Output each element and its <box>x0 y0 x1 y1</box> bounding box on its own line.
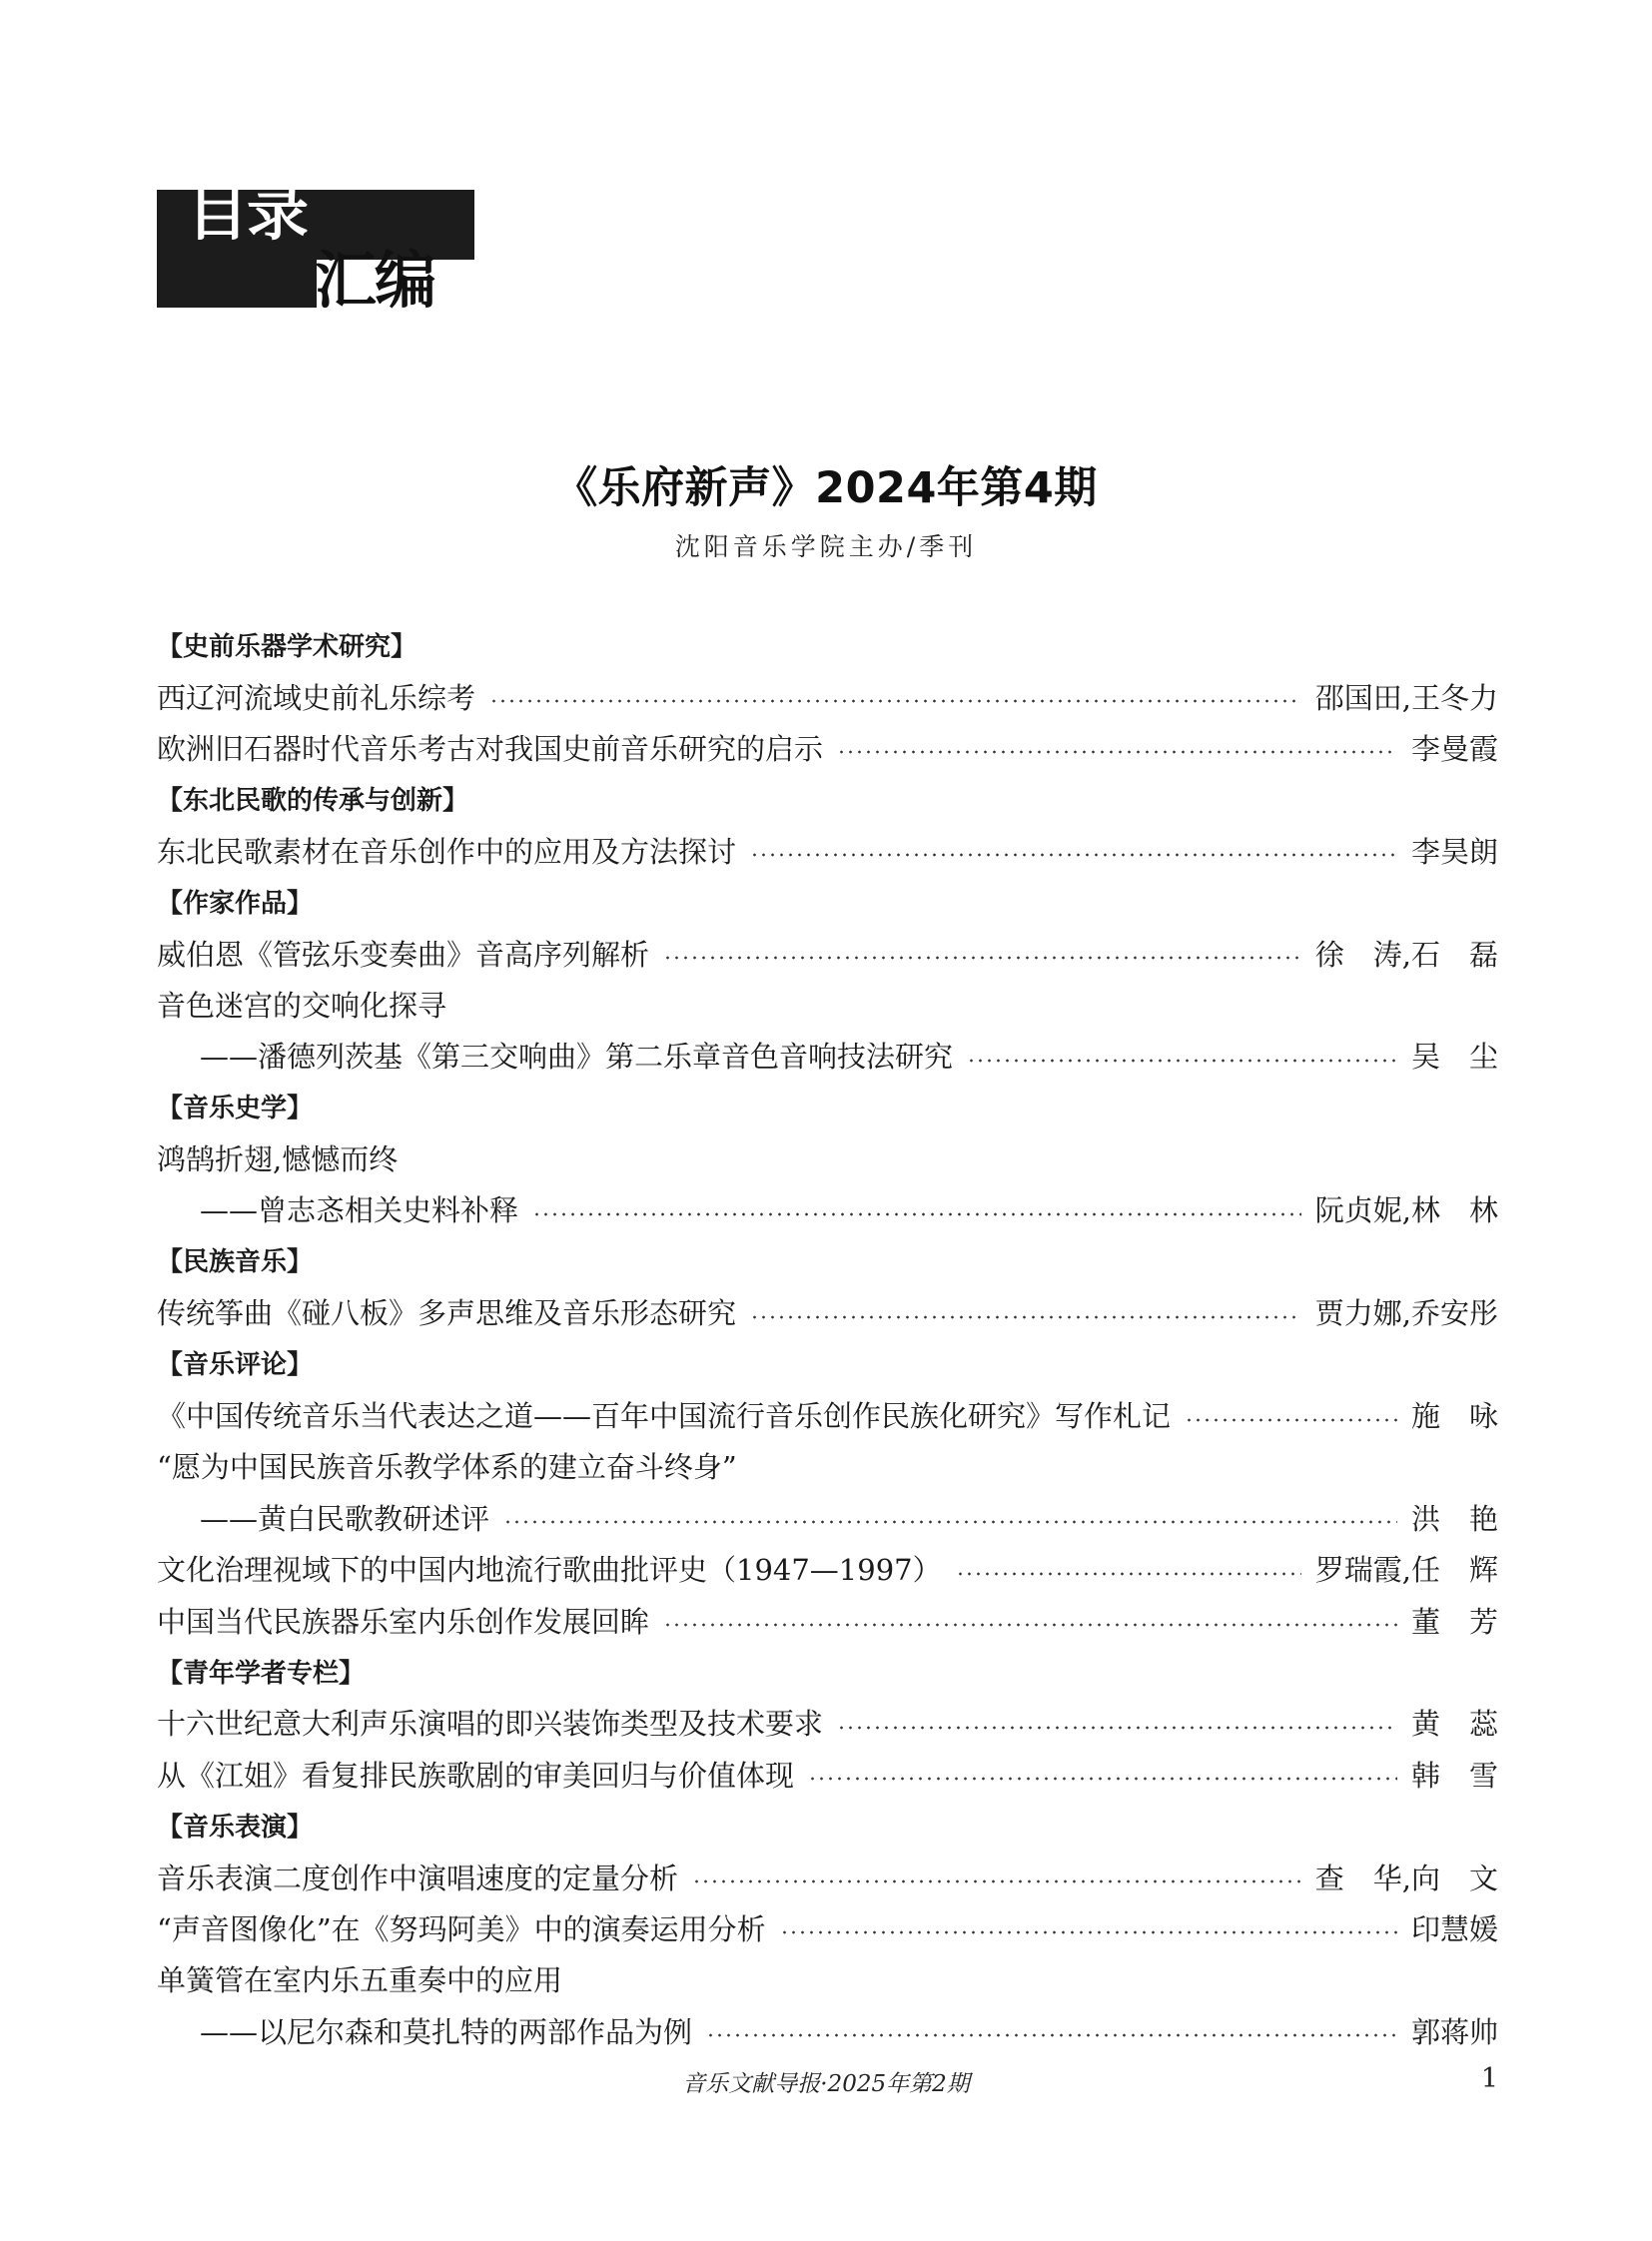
entry-author: 施 咏 <box>1410 1399 1498 1434</box>
entry-title: 十六世纪意大利声乐演唱的即兴装饰类型及技术要求 <box>157 1707 824 1742</box>
dot-leader <box>663 956 1301 960</box>
entry-subtitle: ——黄白民歌教研述评 <box>200 1501 490 1536</box>
entry-author: 黄 蕊 <box>1410 1707 1498 1742</box>
toc-entry[interactable] <box>157 1904 1498 1955</box>
table-of-contents <box>157 621 1498 2058</box>
footer-journal: 音乐文献导报·2025年第2期 <box>682 2071 970 2097</box>
dot-leader <box>837 1726 1397 1730</box>
toc-entry[interactable] <box>157 1288 1498 1339</box>
section-heading: 【音乐史学】 <box>157 1094 314 1124</box>
dot-leader <box>532 1212 1301 1216</box>
stamp-bar-bottom <box>157 260 317 308</box>
entry-title: 单簧管在室内乐五重奏中的应用 <box>157 1963 563 1998</box>
dot-leader <box>1185 1418 1397 1422</box>
entry-author: 郭蒋帅 <box>1410 2014 1498 2049</box>
entry-title: 音乐表演二度创作中演唱速度的定量分析 <box>157 1861 679 1895</box>
entry-author: 韩 雪 <box>1410 1758 1498 1793</box>
issue-subtitle: 沈阳音乐学院主办/季刊 <box>674 532 978 561</box>
toc-entry[interactable] <box>157 1751 1498 1802</box>
entry-author: 李曼霞 <box>1410 731 1498 766</box>
toc-entry-title-line[interactable] <box>157 981 1498 1032</box>
section-heading: 【作家作品】 <box>157 888 314 919</box>
dot-leader <box>837 750 1397 754</box>
entry-subtitle: ——以尼尔森和莫扎特的两部作品为例 <box>200 2014 693 2049</box>
dot-leader <box>967 1059 1397 1063</box>
section-heading: 【音乐评论】 <box>157 1350 314 1381</box>
dot-leader <box>706 2033 1397 2037</box>
toc-entry[interactable] <box>157 672 1498 723</box>
section-heading: 【民族音乐】 <box>157 1247 314 1278</box>
dot-leader <box>489 699 1301 703</box>
entry-title: 威伯恩《管弦乐变奏曲》音高序列解析 <box>157 937 650 972</box>
dot-leader <box>780 1930 1397 1934</box>
entry-author: 徐 涛,石 磊 <box>1314 937 1498 972</box>
entry-subtitle: ——潘德列茨基《第三交响曲》第二乐章音色音响技法研究 <box>200 1040 954 1075</box>
entry-author: 印慧媛 <box>1410 1911 1498 1946</box>
entry-title: 《中国传统音乐当代表达之道——百年中国流行音乐创作民族化研究》写作札记 <box>157 1399 1172 1434</box>
section-heading: 【史前乐器学术研究】 <box>157 631 417 662</box>
toc-entry[interactable] <box>157 1032 1498 1083</box>
section-heading: 【东北民歌的传承与创新】 <box>157 785 469 816</box>
section-heading: 【青年学者专栏】 <box>157 1658 366 1689</box>
toc-entry[interactable] <box>157 1699 1498 1750</box>
toc-entry[interactable] <box>157 929 1498 980</box>
toc-entry[interactable] <box>157 1185 1498 1236</box>
entry-title: “愿为中国民族音乐教学体系的建立奋斗终身” <box>157 1450 737 1485</box>
toc-entry[interactable] <box>157 2007 1498 2058</box>
entry-author: 董 芳 <box>1410 1604 1498 1639</box>
entry-title: 东北民歌素材在音乐创作中的应用及方法探讨 <box>157 834 737 869</box>
toc-entry[interactable] <box>157 724 1498 775</box>
entry-author: 查 华,向 文 <box>1314 1861 1498 1895</box>
entry-title: 音色迷宫的交响化探寻 <box>157 988 447 1023</box>
entry-author: 邵国田,王冬力 <box>1314 680 1498 715</box>
dot-leader <box>503 1520 1397 1524</box>
toc-entry-title-line[interactable] <box>157 1134 1498 1185</box>
toc-entry[interactable] <box>157 827 1498 878</box>
toc-entry[interactable] <box>157 1391 1498 1442</box>
stamp-word-2: 汇编 <box>315 244 435 317</box>
dot-leader <box>750 853 1397 857</box>
entry-author: 罗瑞霞,任 辉 <box>1314 1553 1498 1588</box>
issue-title: 《乐府新声》2024年第4期 <box>554 463 1098 513</box>
stamp-word-1: 目录 <box>187 176 308 249</box>
entry-title: “声音图像化”在《努玛阿美》中的演奏运用分析 <box>157 1911 766 1946</box>
toc-entry[interactable] <box>157 1596 1498 1647</box>
entry-title: 鸿鹄折翅,憾憾而终 <box>157 1142 399 1177</box>
section-heading: 【音乐表演】 <box>157 1812 314 1843</box>
toc-entry-title-line[interactable] <box>157 1442 1498 1493</box>
entry-author: 洪 艳 <box>1410 1501 1498 1536</box>
entry-author: 吴 尘 <box>1410 1040 1498 1075</box>
toc-entry[interactable] <box>157 1545 1498 1596</box>
entry-author: 阮贞妮,林 林 <box>1314 1193 1498 1228</box>
dot-leader <box>750 1315 1301 1319</box>
dot-leader <box>663 1623 1397 1627</box>
toc-entry[interactable] <box>157 1494 1498 1545</box>
dot-leader <box>692 1879 1301 1883</box>
entry-author: 李昊朗 <box>1410 834 1498 869</box>
entry-title: 西辽河流域史前礼乐综考 <box>157 680 476 715</box>
entry-title: 文化治理视域下的中国内地流行歌曲批评史（1947—1997） <box>157 1553 942 1588</box>
dot-leader <box>808 1777 1397 1781</box>
toc-entry-title-line[interactable] <box>157 1955 1498 2006</box>
toc-entry[interactable] <box>157 1853 1498 1903</box>
entry-title: 欧洲旧石器时代音乐考古对我国史前音乐研究的启示 <box>157 731 824 766</box>
page-number: 1 <box>1480 2063 1498 2094</box>
entry-author: 贾力娜,乔安彤 <box>1314 1296 1498 1331</box>
dot-leader <box>956 1572 1301 1576</box>
entry-title: 传统筝曲《碰八板》多声思维及音乐形态研究 <box>157 1296 737 1331</box>
entry-title: 中国当代民族器乐室内乐创作发展回眸 <box>157 1604 650 1639</box>
section-stamp-logo <box>157 176 474 317</box>
entry-subtitle: ——曾志忞相关史料补释 <box>200 1193 519 1228</box>
entry-title: 从《江姐》看复排民族歌剧的审美回归与价值体现 <box>157 1758 795 1793</box>
